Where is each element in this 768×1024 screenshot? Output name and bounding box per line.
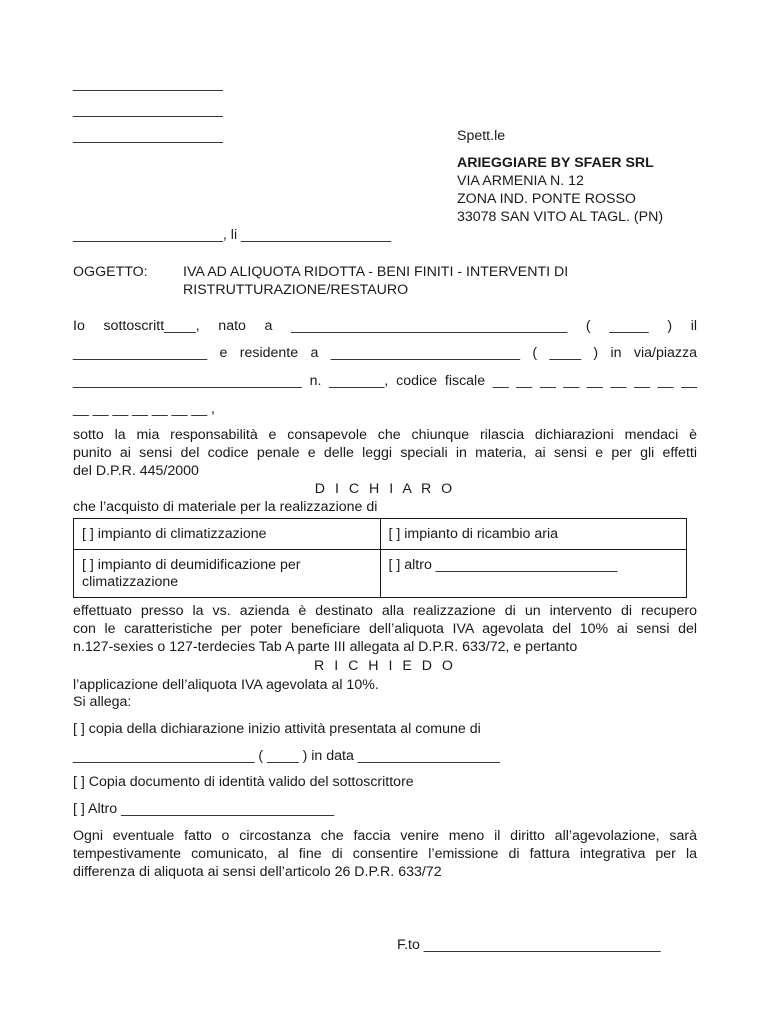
responsibility-line-2: punito ai sensi del codice penale e delle leggi speciali in materia, ai sensi e per gli effetti xyxy=(73,445,697,461)
attachment-item-2[interactable]: [ ] Copia documento di identità valido del sottoscrittore xyxy=(73,774,414,790)
recipient-name: ARIEGGIARE BY SFAER SRL xyxy=(457,155,654,171)
request-text: l’applicazione dell’aliquota IVA agevolata al 10%. xyxy=(73,677,379,693)
identity-line-2[interactable]: _________________ e residente a ________________________ ( ____ ) in via/piazza xyxy=(73,345,697,361)
options-row xyxy=(74,550,687,598)
responsibility-line-1: sotto la mia responsabilità e consapevole che chiunque rilascia dichiarazioni mendaci è xyxy=(73,427,697,443)
recipient-address-line-3: 33078 SAN VITO AL TAGL. (PN) xyxy=(457,209,664,225)
declare-intro: che l’acquisto di materiale per la realizzazione di xyxy=(73,499,378,515)
purpose-line-3: n.127-sexies o 127-terdecies Tab A parte III allegata al D.P.R. 633/72, e pertanto xyxy=(73,639,578,655)
place-date-line[interactable]: ___________________, li ___________________ xyxy=(73,227,391,243)
sender-line-2[interactable]: ___________________ xyxy=(73,102,223,118)
recipient-address-line-1: VIA ARMENIA N. 12 xyxy=(457,173,584,189)
identity-line-1[interactable]: Io sottoscritt____, nato a ___________________________________ ( _____ ) il xyxy=(73,318,697,334)
request-heading: R I C H I E D O xyxy=(314,658,456,674)
subject-line-2: RISTRUTTURAZIONE/RESTAURO xyxy=(183,282,409,298)
options-row xyxy=(74,519,687,550)
responsibility-line-3: del D.P.R. 445/2000 xyxy=(73,463,199,479)
attachment-item-3[interactable]: [ ] Altro ___________________________ xyxy=(73,801,335,817)
declare-heading: D I C H I A R O xyxy=(314,481,456,497)
closing-line-1: Ogni eventuale fatto o circostanza che faccia venire meno il diritto all’agevolazione, sarà xyxy=(73,828,697,844)
attachment-item-1-detail[interactable]: _______________________ ( ____ ) in data __________________ xyxy=(73,748,500,764)
options-table xyxy=(73,518,687,598)
attach-intro: Si allega: xyxy=(73,694,132,710)
option-altro[interactable]: [ ] altro _______________________ xyxy=(380,550,687,598)
subject-label: OGGETTO: xyxy=(73,264,148,280)
closing-line-2: tempestivamente comunicato, al fine di consentire l’emissione di fattura integrativa per la xyxy=(73,846,697,862)
signature-line[interactable]: F.to ______________________________ xyxy=(397,937,661,953)
recipient-address-line-2: ZONA IND. PONTE ROSSO xyxy=(457,191,636,207)
recipient-salutation: Spett.le xyxy=(457,128,506,144)
purpose-line-2: con le caratteristiche per poter beneficiare dell’aliquota IVA agevolata del 10% ai sensi del xyxy=(73,621,697,637)
option-climatizzazione[interactable]: [ ] impianto di climatizzazione xyxy=(74,519,381,550)
purpose-line-1: effettuato presso la vs. azienda è destinato alla realizzazione di un intervento di recupero xyxy=(73,603,697,619)
subject-line-1: IVA AD ALIQUOTA RIDOTTA - BENI FINITI - INTERVENTI DI xyxy=(183,264,569,280)
option-deumidificazione[interactable]: [ ] impianto di deumidificazione per climatizzazione xyxy=(74,550,381,598)
sender-line-1[interactable]: ___________________ xyxy=(73,76,223,92)
attachment-item-1[interactable]: [ ] copia della dichiarazione inizio attività presentata al comune di xyxy=(73,721,481,737)
option-ricambio-aria[interactable]: [ ] impianto di ricambio aria xyxy=(380,519,687,550)
identity-line-4[interactable]: __ __ __ __ __ __ __ , xyxy=(73,401,215,417)
sender-line-3[interactable]: ___________________ xyxy=(73,128,223,144)
closing-line-3: differenza di aliquota ai sensi dell’articolo 26 D.P.R. 633/72 xyxy=(73,864,442,880)
identity-line-3[interactable]: _____________________________ n. _______, codice fiscale __ __ __ __ __ __ __ __ __ xyxy=(73,373,697,389)
